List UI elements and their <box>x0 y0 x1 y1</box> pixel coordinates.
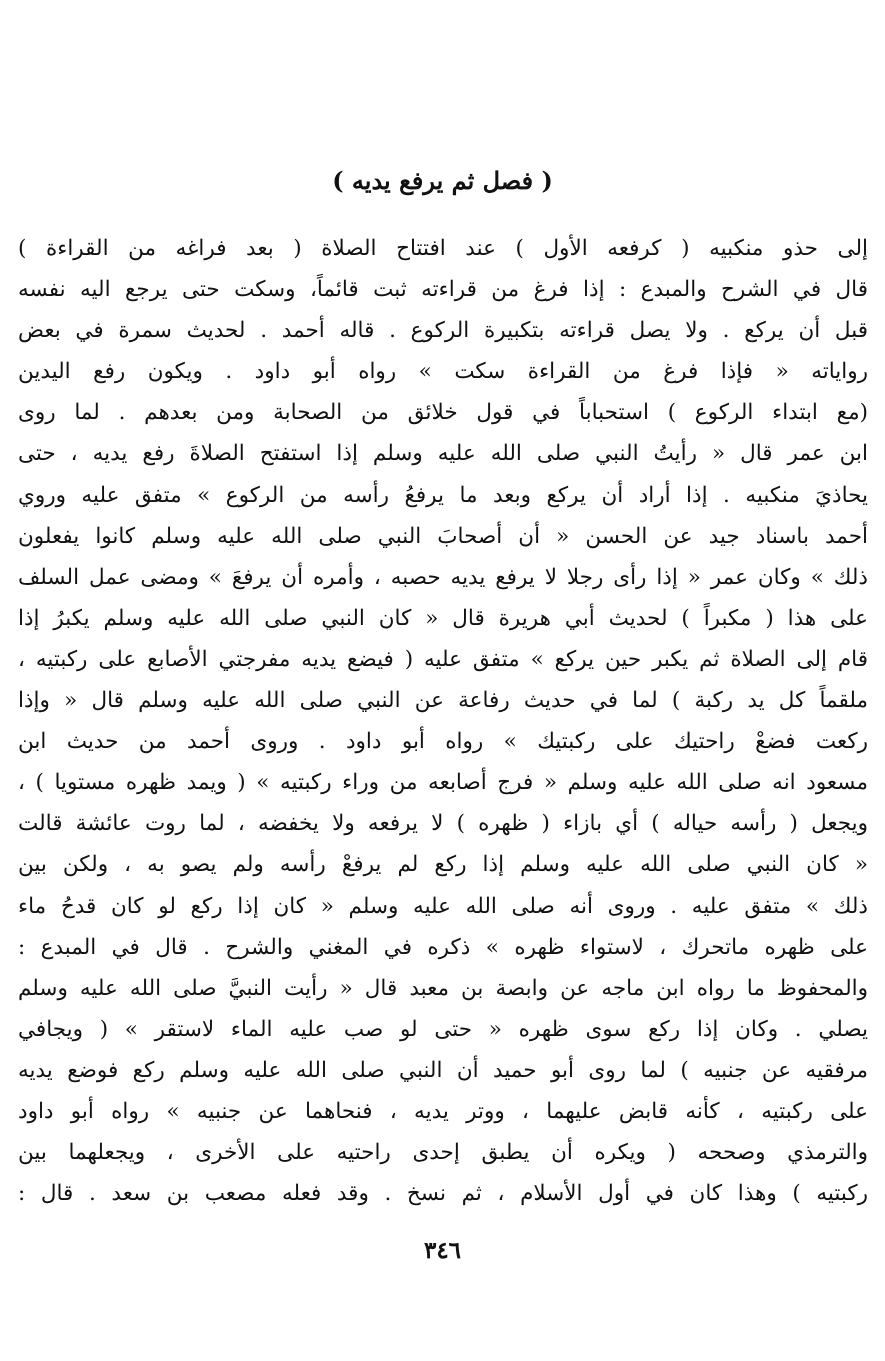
text-line: على ظهره ماتحرك ، لاستواء ظهره » ذكره في المغني والشرح . قال في المبدع : <box>18 934 868 960</box>
text-line: قبل أن يركع . ولا يصل قراءته بتكبيرة الركوع . قاله أحمد . لحديث سمرة في بعض <box>18 318 868 344</box>
text-line: مرفقيه عن جنبيه ) لما روى أبو حميد أن النبي صلى الله عليه وسلم ركع فوضع يديه <box>18 1057 868 1083</box>
text-line: ويجعل ( رأسه حياله ) أي بازاء ( ظهره ) لا يرفعه ولا يخفضه ، لما روت عائشة قالت <box>18 811 868 837</box>
text-line: إلى حذو منكبيه ( كرفعه الأول ) عند افتتاح الصلاة ( بعد فراغه من القراءة ) <box>18 236 868 261</box>
text-line: والمحفوظ ما رواه ابن ماجه عن وابصة بن معبد قال « رأيت النبيَّ صلى الله عليه وسلم <box>18 975 868 1001</box>
body-text <box>18 228 868 1214</box>
text-line: ذلك » متفق عليه . وروى أنه صلى الله عليه وسلم « كان إذا ركع لو كان قدحُ ماء <box>18 893 868 919</box>
text-line: ابن عمر قال « رأيتُ النبي صلى الله عليه وسلم إذا استفتح الصلاةَ رفع يديه ، حتى <box>18 441 868 467</box>
text-line: قام إلى الصلاة ثم يكبر حين يركع » متفق عليه ( فيضع يديه مفرجتي الأصابع على ركبتيه ، <box>18 646 868 672</box>
text-line: على هذا ( مكبراً ) لحديث أبي هريرة قال « كان النبي صلى الله عليه وسلم يكبرُ إذا <box>18 605 868 631</box>
text-line: رواياته « فإذا فرغ من القراءة سكت » رواه أبو داود . ويكون رفع اليدين <box>18 359 868 385</box>
text-line: يحاذيَ منكبيه . إذا أراد أن يركع وبعد ما يرفعُ رأسه من الركوع » متفق عليه وروي <box>18 482 868 508</box>
text-line: « كان النبي صلى الله عليه وسلم إذا ركع لم يرفعْ رأسه ولم يصو به ، ولكن بين <box>18 852 868 878</box>
text-line: أحمد باسناد جيد عن الحسن « أن أصحابَ النبي صلى الله عليه وسلم كانوا يفعلون <box>18 523 868 549</box>
text-line: مسعود انه صلى الله عليه وسلم « فرج أصابعه من وراء ركبتيه » ( ويمد ظهره مستويا ) ، <box>18 770 868 796</box>
section-heading: ( فصل ثم يرفع يديه ) <box>332 166 553 195</box>
text-line: ركعت فضعْ راحتيك على ركبتيك » رواه أبو داود . وروى أحمد من حديث ابن <box>18 729 868 755</box>
text-line: ركبتيه ) وهذا كان في أول الأسلام ، ثم نسخ . وقد فعله مصعب بن سعد . قال : <box>18 1181 868 1207</box>
text-line: على ركبتيه ، كأنه قابض عليهما ، ووتر يديه ، فنحاهما عن جنبيه » رواه أبو داود <box>18 1098 868 1124</box>
text-line: ذلك » وكان عمر « إذا رأى رجلا لا يرفع يديه حصبه ، وأمره أن يرفعَ » ومضى عمل السلف <box>18 564 868 590</box>
text-line: يصلي . وكان إذا ركع سوى ظهره « حتى لو صب عليه الماء لاستقر » ( ويجافي <box>18 1016 868 1042</box>
text-line: والترمذي وصححه ( ويكره أن يطبق إحدى راحتيه على الأخرى ، ويجعلهما بين <box>18 1140 868 1166</box>
text-line: قال في الشرح والمبدع : إذا فرغ من قراءته ثبت قائماً، وسكت حتى يرجع اليه نفسه <box>18 277 868 303</box>
page-number: ٣٤٦ <box>423 1237 462 1264</box>
text-line: (مع ابتداء الركوع ) استحباباً في قول خلائق من الصحابة ومن بعدهم . لما روى <box>18 400 868 426</box>
text-line: ملقماً كل يد ركبة ) لما في حديث رفاعة عن النبي صلى الله عليه وسلم قال « وإذا <box>18 688 868 714</box>
